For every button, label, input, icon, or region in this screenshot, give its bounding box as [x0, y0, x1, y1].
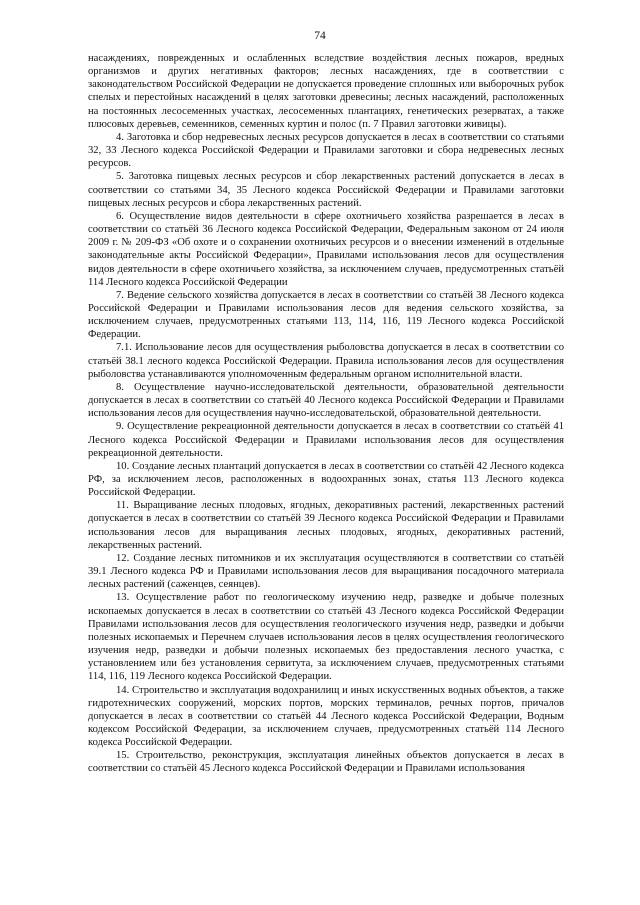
paragraph-8: 8. Осуществление научно-исследовательской деятельности, образовательной деятельности допускается в лесах в соответствии со статьёй 40 Лесного кодекса Российской Федерации и Правилами использования лесов для осуществления научно-исследовательской, образовательной деятельности.: [88, 381, 564, 420]
paragraph-15: 15. Строительство, реконструкция, эксплуатация линейных объектов допускается в лесах в соответствии со статьёй 45 Лесного кодекса Российской Федерации и Правилами использования: [88, 750, 564, 775]
paragraph-14: 14. Строительство и эксплуатация водохранилищ и иных искусственных водных объектов, а также гидротехнических сооружений, морских портов, морских терминалов, речных портов, причалов допускается в лесах в соответствии со статьёй 44 Лесного кодекса Российской Федерации, Водным кодексом Российской Федерации, за исключением случаев, предусмотренных статьёй 114 Лесного кодекса Российской Федерации.: [88, 684, 564, 749]
paragraph-5: 5. Заготовка пищевых лесных ресурсов и сбор лекарственных растений допускается в лесах в соответствии со статьями 34, 35 Лесного кодекса Российской Федерации и Правилами заготовки пищевых лесных ресурсов и сбора лекарственных растений.: [88, 171, 564, 209]
paragraph-10: 10. Создание лесных плантаций допускается в лесах в соответствии со статьёй 42 Лесного кодекса РФ, за исключением лесов, расположенных в водоохранных зонах, статья 113 Лесного кодекса Российской Федерации.: [88, 460, 564, 499]
paragraph-9: 9. Осуществление рекреационной деятельности допускается в лесах в соответствии со статьёй 41 Лесного кодекса Российской Федерации и Правилами использования лесов для осуществления рекреационной деятельности.: [88, 421, 564, 459]
paragraph-11: 11. Выращивание лесных плодовых, ягодных, декоративных растений, лекарственных растений допускается в лесах в соответствии со статьёй 39 Лесного кодекса Российской Федерации и Правилами использования лесов для выращивания лесных плодовых, ягодных, декоративных растений, лекарственных растений.: [88, 500, 564, 551]
paragraph-4: 4. Заготовка и сбор недревесных лесных ресурсов допускается в лесах в соответствии со статьями 32, 33 Лесного кодекса Российской Федерации и Правилами заготовки и сбора недревесных лесных ресурсов.: [88, 131, 564, 170]
paragraph-continuation: насаждениях, поврежденных и ослабленных вследствие воздействия лесных пожаров, вредных организмов и других негативных факторов; лесных насаждениях, где в соответствии с законодательством Российской Федерации не допускается проведение сплошных или выборочных рубок спелых и перестойных насаждений в целях заготовки древесины; лесных насаждений, расположенных на постоянных лесосеменных участках, лесосеменных плантациях, генетических резерватах, а также плюсовых деревьев, семенников, семенных куртин и полос (п. 7 Правил заготовки живицы).: [88, 53, 564, 130]
paragraph-7-1: 7.1. Использование лесов для осуществления рыболовства допускается в лесах в соответствии со статьёй 38.1 лесного кодекса Российской Федерации. Правила использования лесов для осуществления рыболовства устанавливаются уполномоченным федеральным органом исполнительной власти.: [88, 342, 564, 380]
paragraph-7: 7. Ведение сельского хозяйства допускается в лесах в соответствии со статьёй 38 Лесного кодекса Российской Федерации и Правилами использования лесов для ведения сельского хозяйства, за исключением случаев, предусмотренных статьями 113, 114, 116, 119 Лесного кодекса Российской Федерации.: [88, 289, 564, 341]
paragraph-13: 13. Осуществление работ по геологическому изучению недр, разведке и добыче полезных ископаемых допускается в лесах в соответствии со статьёй 43 Лесного кодекса Российской Федерации Правилами использования лесов для осуществления геологического изучения недр, разведки и добычи полезных ископаемых и Перечнем случаев использования лесов в целях осуществления геологического изучения недр, разведки и добычи полезных ископаемых без предоставления лесного участка, с установлением или без установления сервитута, за исключением случаев, предусмотренных статьями 114, 116, 119 Лесного кодекса Российской Федерации.: [88, 592, 564, 683]
paragraph-12: 12. Создание лесных питомников и их эксплуатация осуществляются в соответствии со статьёй 39.1 Лесного кодекса РФ и Правилами использования лесов для выращивания посадочного материала лесных растений (саженцев, сеянцев).: [88, 552, 564, 591]
paragraph-6: 6. Осуществление видов деятельности в сфере охотничьего хозяйства разрешается в лесах в соответствии со статьёй 36 Лесного кодекса Российской Федерации, Федеральным законом от 24 июля 2009 г. № 209-ФЗ «Об охоте и о сохранении охотничьих ресурсов и о внесении изменений в отдельные законодательные акты Российской Федерации», Правилами использования лесов для осуществления видов деятельности в сфере охотничьего хозяйства, за исключением случаев, предусмотренных статьёй 114 Лесного кодекса Российской Федерации: [88, 210, 564, 288]
page-number: 74: [314, 30, 326, 42]
document-body: [88, 52, 564, 776]
